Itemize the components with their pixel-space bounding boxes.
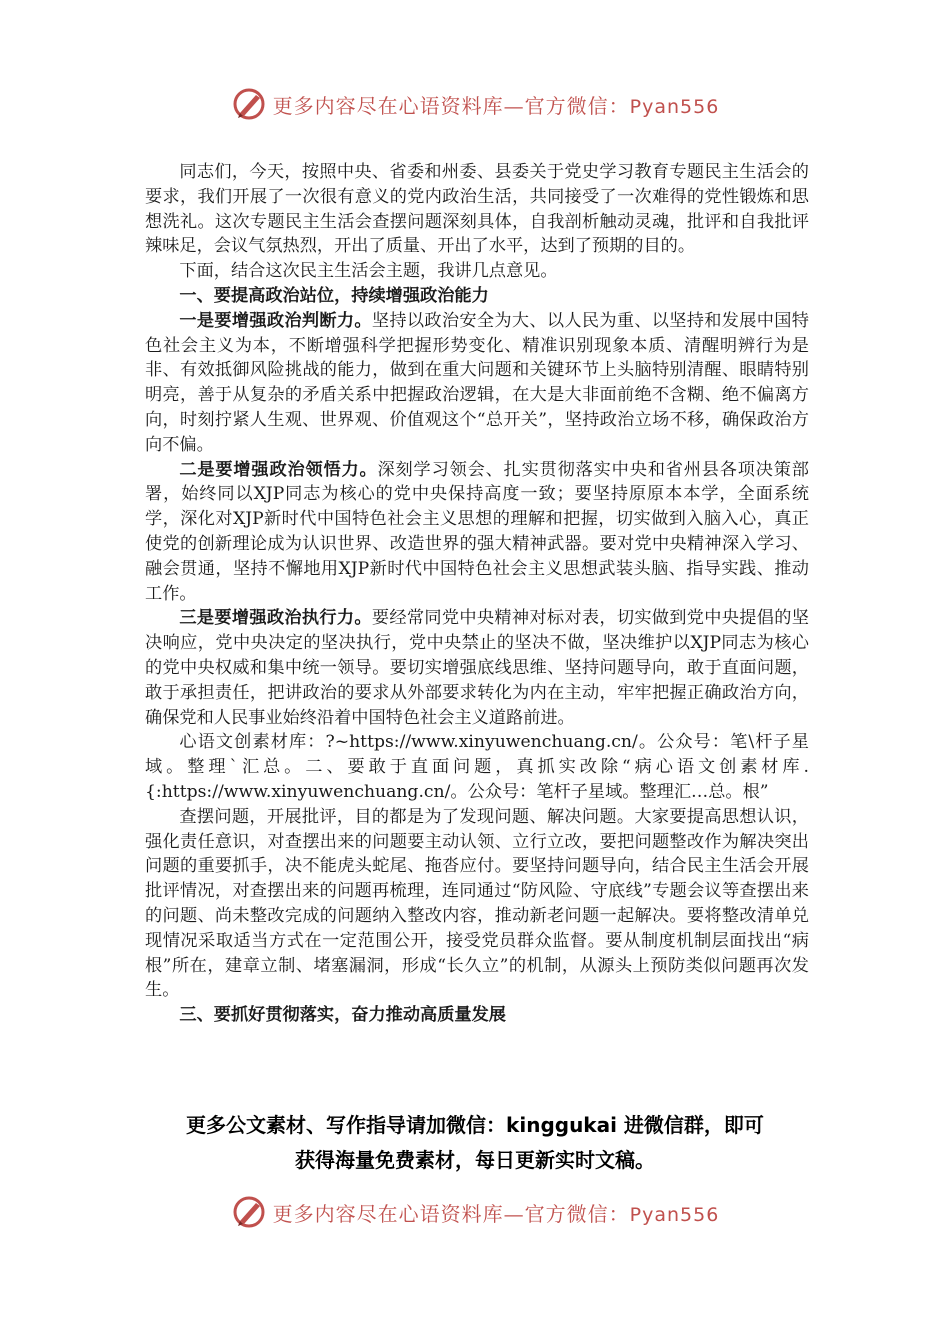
paragraph: 三是要增强政治执行力。要经常同党中央精神对标对表，切实做到党中央提倡的坚决响应，党中央决定的坚决执行，党中央禁止的坚决不做，坚决维护以XJP同志为核心的党中央权威和集中统一领导。要切实增强底线思维、坚持问题导向，敢于直面问题，敢于承担责任，把讲政治的要求从外部要求转化为内在主动，牢牢把握正确政治方向，确保党和人民事业始终沿着中国特色社会主义道路前进。 — [145, 608, 809, 728]
watermark-paragraph: 心语文创素材库：?~https://www.xinyuwenchuang.cn/。公众号：笔\杆子星域。整理`汇总。二、要敢于直面问题，真抓实改除“病心语文创素材库.{:https://www.xinyuwenchuang.cn/。公众号：笔杆子星域。整理汇…总。根” — [145, 732, 809, 802]
footer-banner-text: 更多内容尽在心语资料库—官方微信：Pyan556 — [272, 1201, 720, 1226]
promo-line: 获得海量免费素材，每日更新实时文稿。 — [295, 1148, 655, 1172]
footer-banner — [0, 1192, 950, 1232]
promo-notice — [120, 1108, 830, 1178]
paragraph: 一是要增强政治判断力。坚持以政治安全为大、以人民为重、以坚持和发展中国特色社会主义为本，不断增强科学把握形势变化、精准识别现象本质、清醒明辨行为是非、有效抵御风险挑战的能力，做到在重大问题和关键环节上头脑特别清醒、眼睛特别明亮，善于从复杂的矛盾关系中把握政治逻辑，在大是大非面前绝不含糊、绝不偏离方向，时刻拧紧人生观、世界观、价值观这个“总开关”，坚持政治立场不移，确保政治方向不偏。 — [145, 310, 809, 455]
paragraph-lead: 三是要增强政治执行力。 — [179, 608, 372, 629]
section-heading: 三、要抓好贯彻落实，奋力推动高质量发展 — [179, 1005, 506, 1026]
header-banner — [0, 84, 950, 124]
paragraph-lead: 二是要增强政治领悟力。 — [179, 459, 378, 480]
paragraph: 查摆问题，开展批评，目的都是为了发现问题、解决问题。大家要提高思想认识，强化责任意识，对查摆出来的问题要主动认领、立行立改，要把问题整改作为解决突出问题的重要抓手，决不能虎头蛇尾、拖沓应付。要坚持问题导向，结合民主生活会开展批评情况，对查摆出来的问题再梳理，连同通过“防风险、守底线”专题会议等查摆出来的问题、尚未整改完成的问题纳入整改内容，推动新老问题一起解决。要将整改清单兑现情况采取适当方式在一定范围公开，接受党员群众监督。要从制度机制层面找出“病根”所在，建章立制、堵塞漏洞，形成“长久立”的机制，从源头上预防类似问题再次发生。 — [145, 806, 809, 1001]
header-banner-text: 更多内容尽在心语资料库—官方微信：Pyan556 — [272, 93, 720, 118]
promo-line: 更多公文素材、写作指导请加微信：kinggukai 进微信群，即可 — [186, 1113, 764, 1137]
paragraph-lead: 一是要增强政治判断力。 — [179, 310, 372, 331]
document-body — [145, 160, 809, 1028]
section-heading: 一、要提高政治站位，持续增强政治能力 — [179, 285, 489, 306]
pen-logo-icon — [231, 86, 267, 122]
pen-logo-icon — [231, 1194, 267, 1230]
paragraph: 同志们，今天，按照中央、省委和州委、县委关于党史学习教育专题民主生活会的要求，我们开展了一次很有意义的党内政治生活，共同接受了一次难得的党性锻炼和思想洗礼。这次专题民主生活会查摆问题深刻具体，自我剖析触动灵魂，批评和自我批评辣味足，会议气氛热烈，开出了质量、开出了水平，达到了预期的目的。 — [145, 162, 809, 257]
paragraph: 下面，结合这次民主生活会主题，我讲几点意见。 — [179, 261, 558, 282]
paragraph: 二是要增强政治领悟力。深刻学习领会、扎实贯彻落实中央和省州县各项决策部署，始终同以XJP同志为核心的党中央保持高度一致；要坚持原原本本学，全面系统学，深化对XJP新时代中国特色社会主义思想的理解和把握，切实做到入脑入心，真正使党的创新理论成为认识世界、改造世界的强大精神武器。要对党中央精神深入学习、融会贯通，坚持不懈地用XJP新时代中国特色社会主义思想武装头脑、指导实践、推动工作。 — [145, 459, 809, 604]
